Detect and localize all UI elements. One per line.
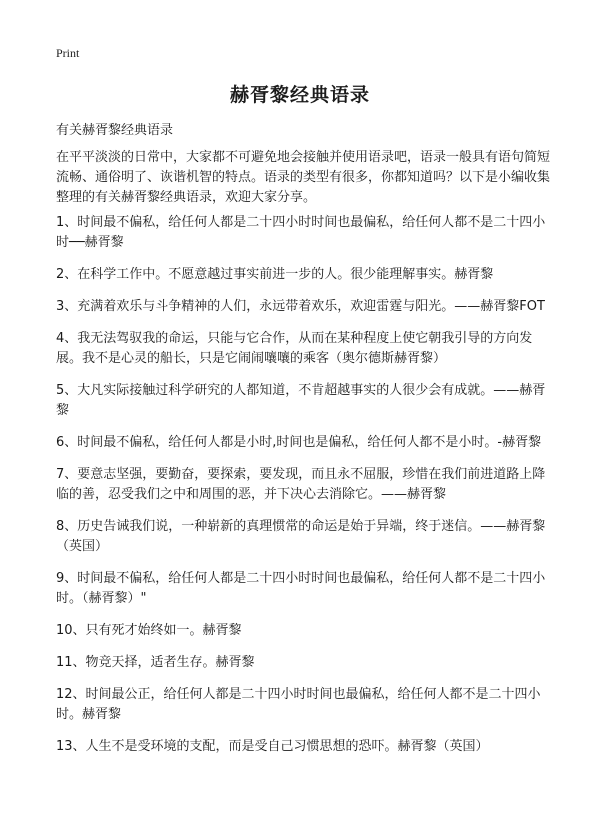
page-title: 赫胥黎经典语录	[229, 84, 370, 106]
quote-item: 5、大凡实际接触过科学研究的人都知道，不肯超越事实的人很少会有成就。——赫胥黎	[56, 383, 546, 418]
intro-paragraph: 在平平淡淡的日常中，大家都不可避免地会接触并使用语录吧，语录一般具有语句简短流畅、通俗明了、诙谐机智的特点。语录的类型有很多，你都知道吗？以下是小编收集整理的有关赫胥黎经典语录，欢迎大家分享。	[56, 150, 551, 205]
quote-item: 6、时间最不偏私，给任何人都是小时,时间也是偏私，给任何人都不是小时。-赫胥黎	[56, 435, 542, 450]
quote-item: 12、时间最公正，给任何人都是二十四小时时间也最偏私，给任何人都不是二十四小时。赫胥黎	[56, 687, 541, 722]
quote-item: 4、我无法驾驭我的命运，只能与它合作，从而在某种程度上使它朝我引导的方向发展。我不是心灵的船长，只是它闹闹嚷嚷的乘客（奥尔德斯赫胥黎）	[56, 331, 533, 366]
quote-item: 13、人生不是受环境的支配，而是受自己习惯思想的恐吓。赫胥黎（英国）	[56, 739, 489, 754]
quote-item: 2、在科学工作中。不愿意越过事实前进一步的人。很少能理解事实。赫胥黎	[56, 267, 494, 282]
quote-item: 9、时间最不偏私，给任何人都是二十四小时时间也最偏私，给任何人都不是二十四小时。（赫胥黎）"	[56, 571, 546, 606]
print-link[interactable]: Print	[56, 46, 80, 60]
quote-item: 10、只有死才始终如一。赫胥黎	[56, 623, 242, 638]
quote-item: 3、充满着欢乐与斗争精神的人们，永远带着欢乐，欢迎雷霆与阳光。——赫胥黎FOT	[56, 299, 545, 314]
quote-item: 1、时间最不偏私，给任何人都是二十四小时时间也最偏私，给任何人都不是二十四小时──赫胥黎	[56, 215, 546, 250]
quote-list	[56, 213, 556, 769]
quote-item: 11、物竞天择，适者生存。赫胥黎	[56, 655, 255, 670]
quote-item: 8、历史告诫我们说，一种崭新的真理惯常的命运是始于异端，终于迷信。——赫胥黎（英国）	[56, 519, 546, 554]
article-subtitle: 有关赫胥黎经典语录	[56, 123, 174, 138]
quote-item: 7、要意志坚强，要勤奋，要探索，要发现，而且永不屈服，珍惜在我们前进道路上降临的善，忍受我们之中和周围的恶，并下决心去消除它。——赫胥黎	[56, 467, 546, 502]
